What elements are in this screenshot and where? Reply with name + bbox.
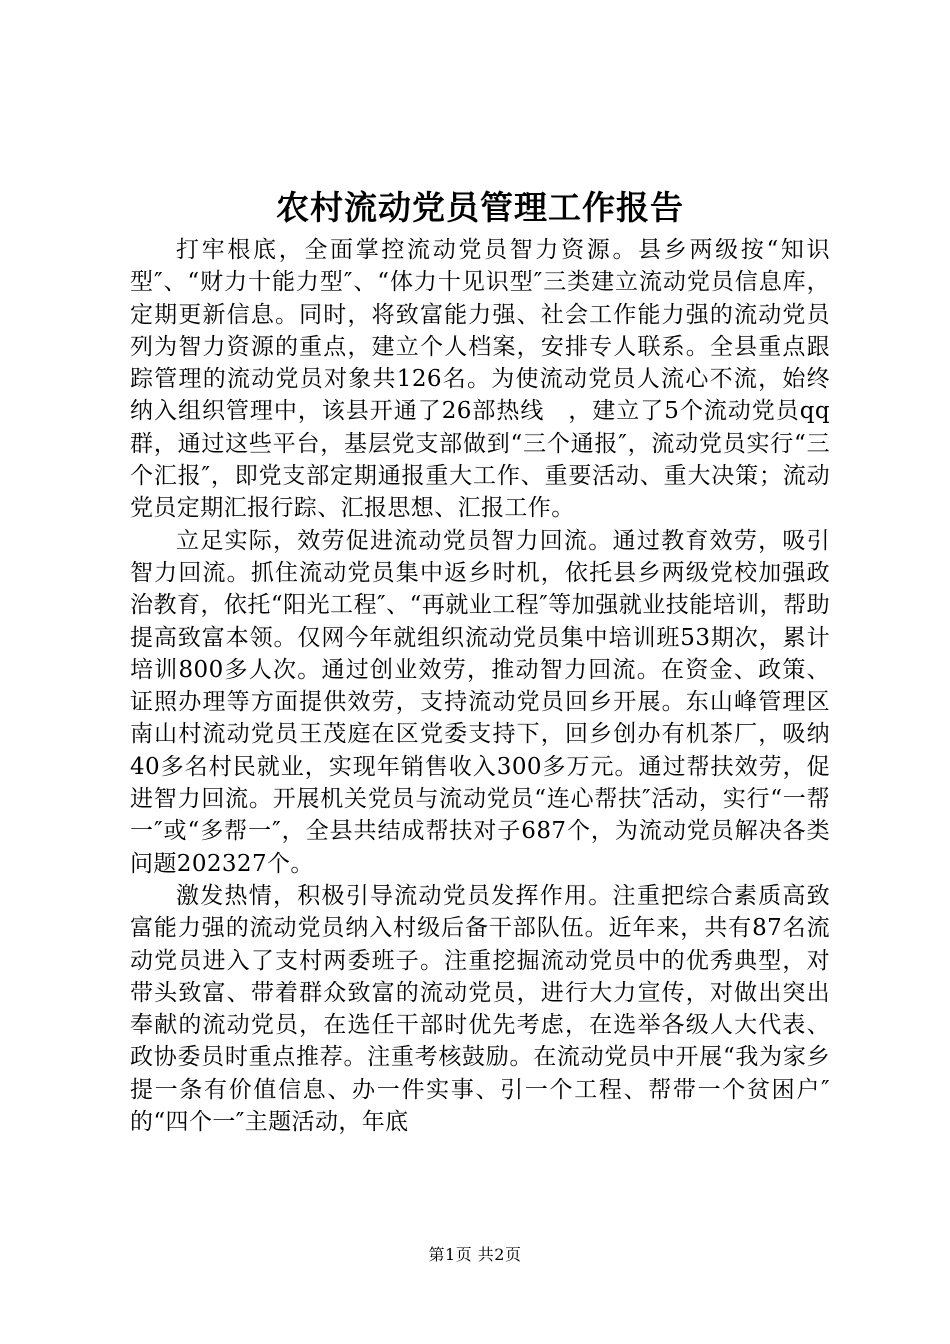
page-number-footer: 第1页 共2页	[428, 1245, 522, 1264]
paragraph-motivation: 激发热情，积极引导流动党员发挥作用。注重把综合素质高致富能力强的流动党员纳入村级后备干部队伍。近年来，共有87名流动党员进入了支村两委班子。注重挖掘流动党员中的优秀典型，对带头致富、带着群众致富的流动党员，进行大力宣传，对做出突出奉献的流动党员，在选任干部时优先考虑，在选举各级人大代表、政协委员时重点推荐。注重考核鼓励。在流动党员中开展“我为家乡提一条有价值信息、办一件实事、引一个工程、帮带一个贫困户″的“四个一″主题活动，年底	[130, 882, 830, 1136]
document-body	[130, 234, 830, 1138]
document-title: 农村流动党员管理工作报告	[276, 188, 684, 227]
paragraph-intelligence-resources: 打牢根底，全面掌控流动党员智力资源。县乡两级按“知识型″、“财力十能力型″、“体力十见识型″三类建立流动党员信息库，定期更新信息。同时，将致富能力强、社会工作能力强的流动党员列为智力资源的重点，建立个人档案，安排专人联系。全县重点跟踪管理的流动党员对象共126名。为使流动党员人流心不流，始终纳入组织管理中，该县开通了26部热线 ，建立了5个流动党员qq群，通过这些平台，基层党支部做到“三个通报″，流动党员实行“三个汇报″，即党支部定期通报重大工作、重要活动、重大决策；流动党员定期汇报行踪、汇报思想、汇报工作。	[130, 237, 830, 522]
paragraph-intelligence-return: 立足实际，效劳促进流动党员智力回流。通过教育效劳，吸引智力回流。抓住流动党员集中返乡时机，依托县乡两级党校加强政治教育，依托“阳光工程″、“再就业工程″等加强就业技能培训，帮助提高致富本领。仅网今年就组织流动党员集中培训班53期次，累计培训800多人次。通过创业效劳，推动智力回流。在资金、政策、证照办理等方面提供效劳，支持流动党员回乡开展。东山峰管理区南山村流动党员王茂庭在区党委支持下，回乡创办有机茶厂，吸纳40多名村民就业，实现年销售收入300多万元。通过帮扶效劳，促进智力回流。开展机关党员与流动党员“连心帮扶″活动，实行“一帮一″或“多帮一″，全县共结成帮扶对子687个，为流动党员解决各类问题202327个。	[130, 527, 830, 877]
